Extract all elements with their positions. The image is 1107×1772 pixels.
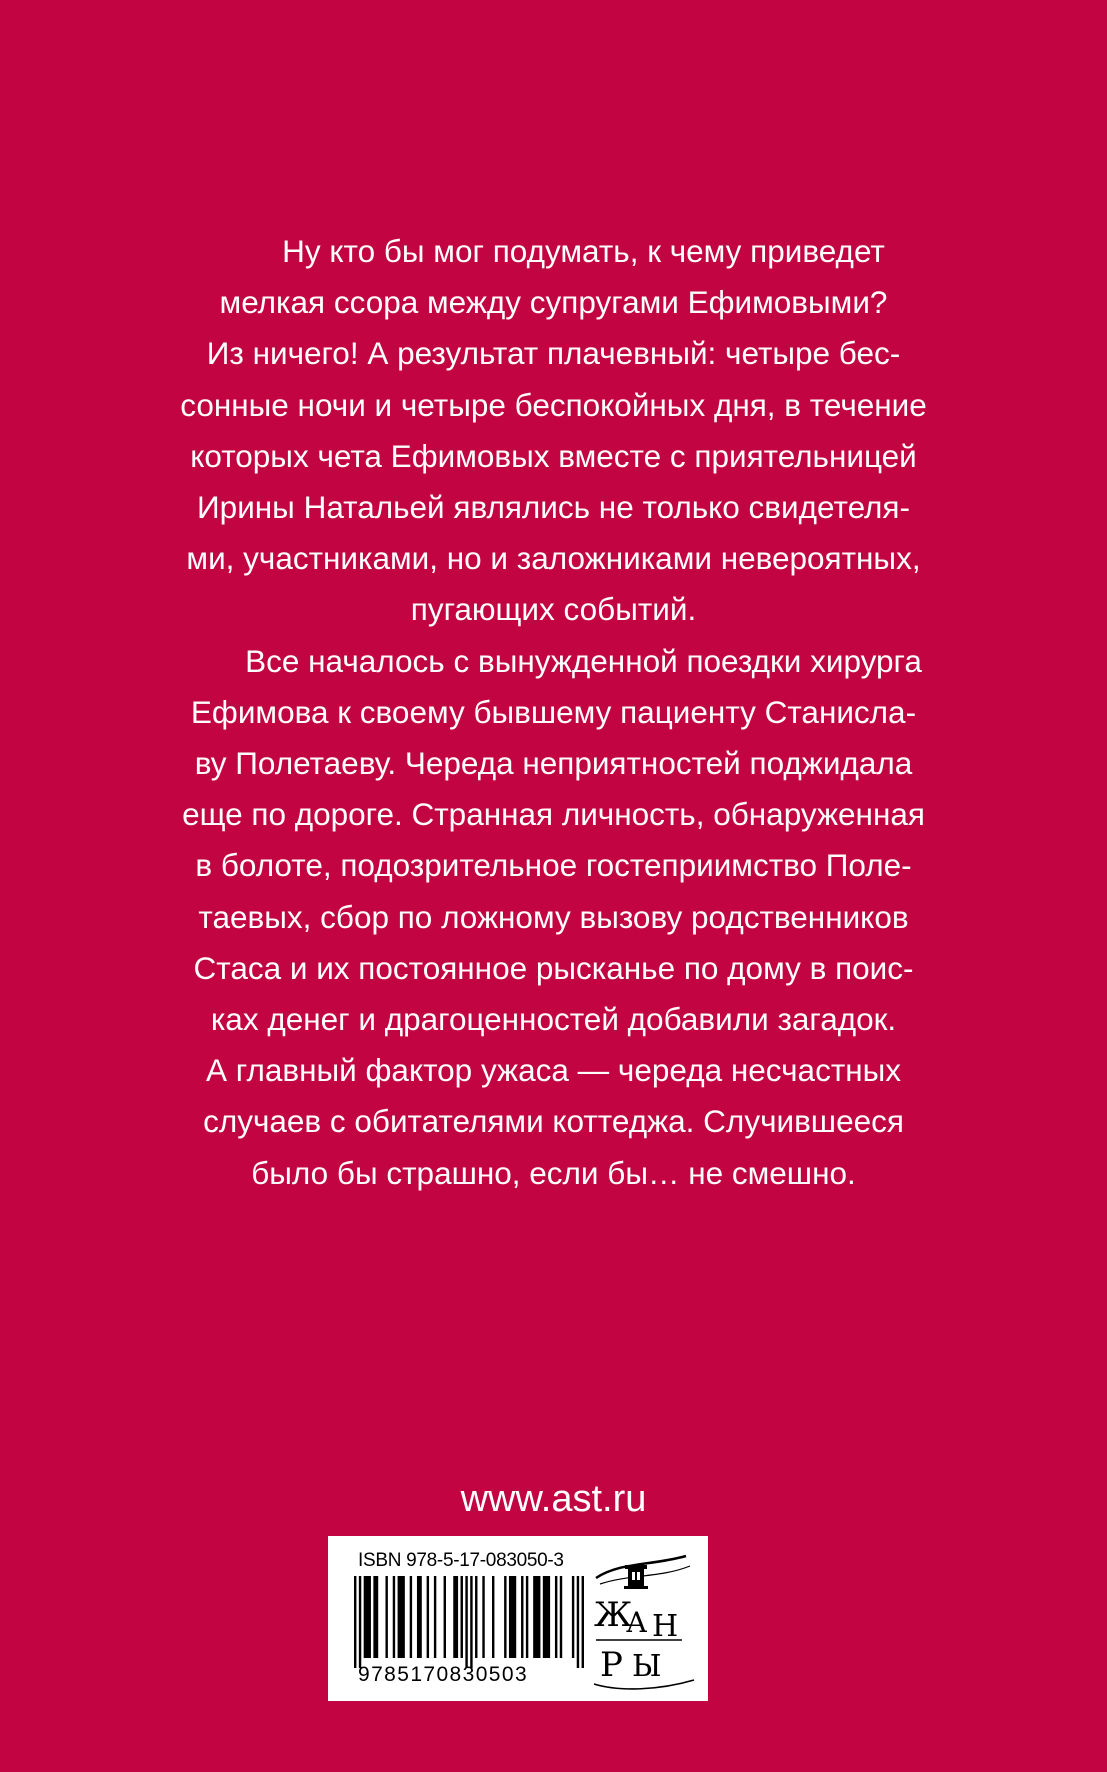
isbn-label: ISBN 978-5-17-083050-3	[358, 1550, 564, 1571]
blurb-line: Все началось с вынужденной поездки хирурга	[245, 642, 922, 679]
barcode-bar	[582, 1576, 584, 1668]
barcode-bar	[417, 1576, 422, 1658]
blurb-line: ми, участниками, но и заложниками невероятных,	[186, 540, 921, 577]
barcode-panel	[328, 1536, 708, 1701]
barcode-bar	[354, 1576, 356, 1668]
barcode-bar	[393, 1576, 395, 1658]
barcode-digits: 9785170830503	[358, 1663, 529, 1686]
barcode-bar	[364, 1576, 371, 1658]
blurb-text	[80, 226, 1027, 1199]
barcode-bars	[354, 1576, 584, 1668]
blurb-line: ву Полетаеву. Череда неприятностей поджидала	[194, 745, 913, 782]
barcode-bar	[504, 1576, 506, 1658]
barcode-bar	[521, 1576, 523, 1658]
barcode-bar	[543, 1576, 550, 1658]
blurb-line: было бы страшно, если бы… не смешно.	[251, 1154, 856, 1191]
svg-text:Р: Р	[600, 1645, 623, 1685]
barcode-bar	[444, 1576, 446, 1658]
barcode-bar	[577, 1576, 579, 1668]
barcode-bar	[555, 1576, 557, 1658]
blurb-line: сонные ночи и четыре беспокойных дня, в течение	[180, 386, 927, 423]
barcode-bar	[492, 1576, 494, 1658]
barcode-bar	[526, 1576, 528, 1658]
svg-text:Ы: Ы	[632, 1649, 662, 1684]
barcode-bar	[385, 1576, 387, 1658]
barcode-bar	[410, 1576, 412, 1658]
blurb-line: ках денег и драгоценностей добавили загадок.	[210, 1001, 897, 1038]
barcode-bar	[482, 1576, 484, 1658]
barcode-bar	[427, 1576, 429, 1658]
barcode-bar	[533, 1576, 540, 1658]
barcode-bar	[475, 1576, 477, 1658]
blurb-line: случаев с обитателями коттеджа. Случившееся	[203, 1103, 904, 1140]
publisher-website: www.ast.ru	[460, 1478, 647, 1520]
blurb-line: Ирины Натальей являлись не только свидетеля-	[197, 489, 910, 526]
blurb-line: Ну кто бы мог подумать, к чему приведет	[282, 233, 885, 269]
barcode-bar	[509, 1576, 516, 1658]
blurb-line: которых чета Ефимовых вместе с приятельницей	[190, 437, 917, 474]
barcode-bar	[560, 1576, 562, 1658]
blurb-line: А главный фактор ужаса — череда несчастных	[205, 1052, 902, 1089]
barcode-bar	[453, 1576, 458, 1658]
svg-text:Ж: Ж	[594, 1595, 633, 1635]
barcode-bar	[470, 1576, 472, 1668]
blurb-line: в болоте, подозрительное гостеприимство Поле-	[195, 847, 912, 884]
barcode-bar	[572, 1576, 574, 1658]
svg-text:Н: Н	[652, 1609, 679, 1644]
blurb-line: таевых, сбор по ложному вызову родственников	[198, 898, 909, 935]
barcode-bar	[373, 1576, 378, 1658]
svg-text:А: А	[626, 1606, 648, 1639]
barcode-bar	[465, 1576, 467, 1668]
barcode-bar	[359, 1576, 361, 1668]
barcode-bar	[398, 1576, 405, 1658]
blurb-line: Ефимова к своему бывшему пациенту Станисла-	[190, 693, 917, 730]
blurb-line: мелкая ссора между супругами Ефимовыми?	[219, 284, 888, 321]
blurb-line: пугающих событий.	[410, 591, 697, 628]
barcode-bar	[434, 1576, 436, 1658]
barcode-bar	[461, 1576, 463, 1658]
blurb-line: еще по дороге. Странная личность, обнаруженная	[182, 796, 925, 833]
blurb-line: Стаса и их постоянное рысканье по дому в поис-	[193, 949, 914, 986]
blurb-line: Из ничего! А результат плачевный: четыре бес-	[206, 335, 901, 372]
zhanry-publisher-logo-icon	[590, 1544, 700, 1694]
